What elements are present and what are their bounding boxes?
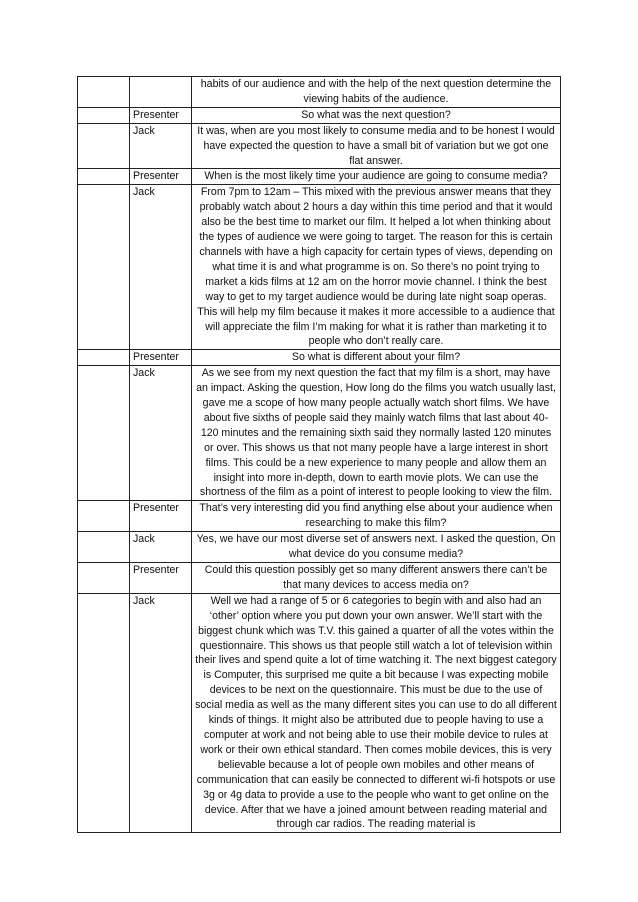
dialogue-cell: So what is different about your film? (192, 350, 561, 366)
dialogue-cell: As we see from my next question the fact that my film is a short, may have an impact. Asking the question, How long do the films you watch usually last, gave me a scope of how many people actually watch short films. We have about five sixths of people said they mainly watch films that last about 40-120 minutes and the remaining sixth said they normally lasted 120 minutes or over. This shows us that not many people have a large interest in short films. This could be a new experience to many people and allow them an insight into more in-depth, down to earth movie plots. We can use the shortness of the film as a point of interest to people looking to view the film. (192, 366, 561, 501)
margin-cell (78, 169, 130, 185)
speaker-cell: Presenter (130, 563, 192, 594)
margin-cell (78, 593, 130, 833)
dialogue-cell: Could this question possibly get so many different answers there can’t be that many devices to access media on? (192, 563, 561, 594)
table-row (78, 185, 561, 350)
table-row (78, 123, 561, 169)
margin-cell (78, 366, 130, 501)
speaker-cell: Presenter (130, 169, 192, 185)
dialogue-cell: habits of our audience and with the help of the next question determine the viewing habits of the audience. (192, 77, 561, 108)
dialogue-cell: Well we had a range of 5 or 6 categories to begin with and also had an ‘other’ option where you put down your own answer. We’ll start with the biggest chunk which was T.V. this gained a quarter of all the votes within the questionnaire. This shows us that people still watch a lot of television within their lives and spend quite a lot of time watching it. The next biggest category is Computer, this surprised me quite a bit because I was expecting mobile devices to be next on the questionnaire. This must be due to the use of social media as well as the many different sites you can use to do all different kinds of things. It might also be attributed due to people having to use a computer at work and not being able to use their mobile device to rules at work or their own ethical standard. Then comes mobile devices, this is very believable because a lot of people own mobiles and other means of communication that can easily be connected to different wi-fi hotspots or use 3g or 4g data to provide a use to the people who want to get online on the device. After that we have a joined amount between reading material and through car radios. The reading material is (192, 593, 561, 833)
margin-cell (78, 123, 130, 169)
speaker-cell: Jack (130, 532, 192, 563)
speaker-cell: Presenter (130, 350, 192, 366)
speaker-cell: Jack (130, 366, 192, 501)
dialogue-cell: Yes, we have our most diverse set of answers next. I asked the question, On what device do you consume media? (192, 532, 561, 563)
table-row (78, 593, 561, 833)
table-row (78, 366, 561, 501)
table-row (78, 350, 561, 366)
margin-cell (78, 77, 130, 108)
dialogue-cell: From 7pm to 12am – This mixed with the previous answer means that they probably watch about 2 hours a day within this time period and that it would also be the best time to market our film. It helped a lot when thinking about the types of audience we were going to target. The reason for this is certain channels with have a high capacity for certain types of views, depending on what time it is and what programme is on. So there’s no point trying to market a kids films at 12 am on the horror movie channel. I think the best way to get to my target audience would be during late night soap operas. This will help my film because it makes it more accessible to a audience that will appreciate the film I’m making for what it is rather than marketing it to people who don’t really care. (192, 185, 561, 350)
interview-transcript-table (77, 76, 561, 833)
margin-cell (78, 563, 130, 594)
speaker-cell: Jack (130, 185, 192, 350)
speaker-cell: Presenter (130, 107, 192, 123)
speaker-cell: Jack (130, 123, 192, 169)
dialogue-cell: It was, when are you most likely to consume media and to be honest I would have expected the question to have a small bit of variation but we got one flat answer. (192, 123, 561, 169)
margin-cell (78, 185, 130, 350)
dialogue-cell: So what was the next question? (192, 107, 561, 123)
margin-cell (78, 350, 130, 366)
margin-cell (78, 532, 130, 563)
speaker-cell (130, 77, 192, 108)
table-row (78, 107, 561, 123)
speaker-cell: Presenter (130, 501, 192, 532)
table-row (78, 169, 561, 185)
table-row (78, 77, 561, 108)
margin-cell (78, 107, 130, 123)
dialogue-cell: That’s very interesting did you find anything else about your audience when researching to make this film? (192, 501, 561, 532)
margin-cell (78, 501, 130, 532)
table-row (78, 532, 561, 563)
dialogue-cell: When is the most likely time your audience are going to consume media? (192, 169, 561, 185)
table-row (78, 563, 561, 594)
table-row (78, 501, 561, 532)
speaker-cell: Jack (130, 593, 192, 833)
